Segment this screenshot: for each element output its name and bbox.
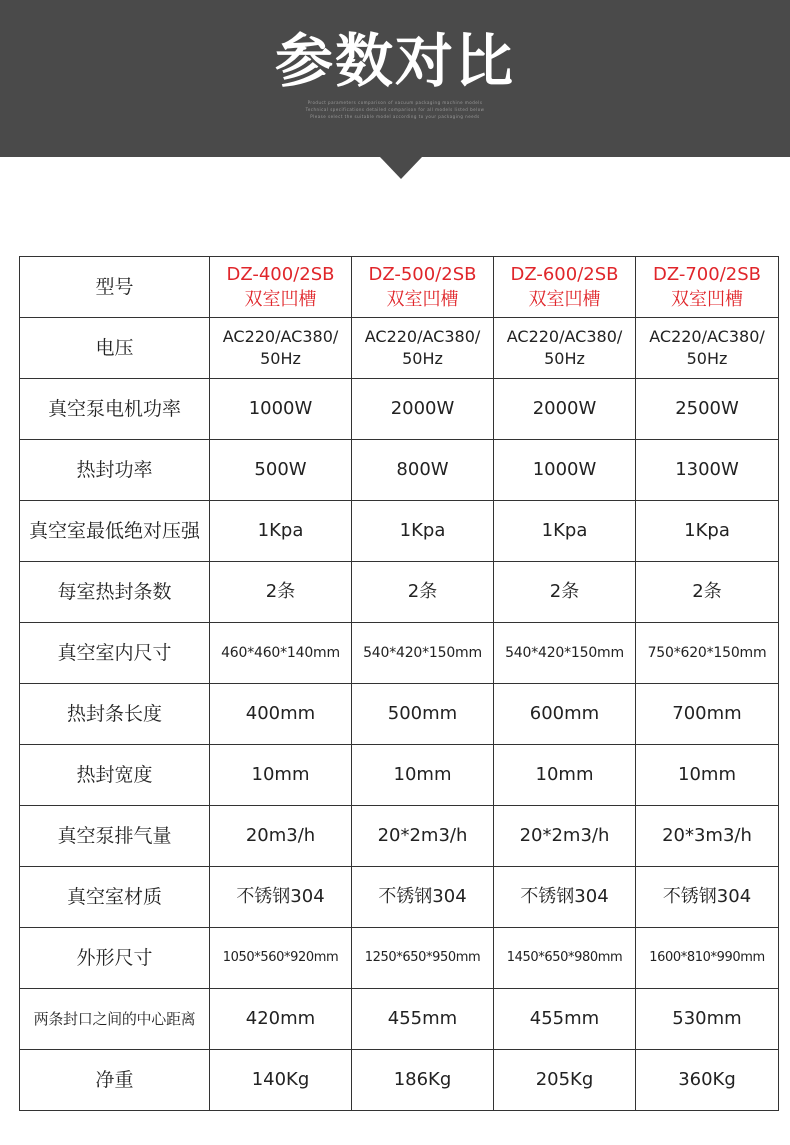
row-label: 每室热封条数 [20, 562, 210, 623]
row-label: 真空泵排气量 [20, 806, 210, 867]
table-cell: 140Kg [210, 1050, 352, 1111]
row-label: 真空室内尺寸 [20, 623, 210, 684]
table-cell: 2条 [210, 562, 352, 623]
banner-subtitle-line: Please select the suitable model according to your packaging needs [310, 114, 480, 119]
table-cell: 1Kpa [352, 501, 494, 562]
table-cell: 20m3/h [210, 806, 352, 867]
table-cell: 20*2m3/h [352, 806, 494, 867]
table-cell: 460*460*140mm [210, 623, 352, 684]
table-row-voltage [20, 318, 779, 379]
table-row [20, 1050, 779, 1111]
table-cell: 750*620*150mm [636, 623, 779, 684]
table-cell: 800W [352, 440, 494, 501]
table-row [20, 440, 779, 501]
table-cell: 20*2m3/h [494, 806, 636, 867]
table-cell: 20*3m3/h [636, 806, 779, 867]
table-cell: 10mm [636, 745, 779, 806]
table-cell: 1Kpa [494, 501, 636, 562]
row-label: 真空泵电机功率 [20, 379, 210, 440]
model-cell [636, 257, 779, 318]
table-row [20, 806, 779, 867]
table-cell: 205Kg [494, 1050, 636, 1111]
table-row-model [20, 257, 779, 318]
row-label: 真空室材质 [20, 867, 210, 928]
model-code: DZ-600/2SB [510, 264, 619, 285]
table-cell: 1000W [210, 379, 352, 440]
voltage-cell [636, 318, 779, 379]
table-cell: 530mm [636, 989, 779, 1050]
voltage-cell [210, 318, 352, 379]
banner-subtitle-line: Product parameters comparison of vacuum packaging machine models [307, 100, 483, 105]
table-cell: 1450*650*980mm [494, 928, 636, 989]
table-row [20, 867, 779, 928]
voltage-line: AC220/AC380/ [506, 327, 623, 346]
voltage-line: AC220/AC380/ [364, 327, 481, 346]
table-row [20, 379, 779, 440]
table-cell: 2500W [636, 379, 779, 440]
table-cell: 1Kpa [210, 501, 352, 562]
table-cell: 不锈钢304 [494, 867, 636, 928]
row-label: 热封功率 [20, 440, 210, 501]
table-cell: 不锈钢304 [636, 867, 779, 928]
table-cell: 540*420*150mm [494, 623, 636, 684]
page-title: 参数对比 [274, 27, 515, 95]
table-row [20, 562, 779, 623]
table-cell: 10mm [494, 745, 636, 806]
row-label: 热封宽度 [20, 745, 210, 806]
table-cell: 不锈钢304 [210, 867, 352, 928]
voltage-cell [352, 318, 494, 379]
frequency-line: 50Hz [686, 349, 728, 368]
table-row [20, 745, 779, 806]
row-label: 两条封口之间的中心距离 [20, 989, 210, 1050]
table-cell: 不锈钢304 [352, 867, 494, 928]
row-label: 热封条长度 [20, 684, 210, 745]
table-cell: 420mm [210, 989, 352, 1050]
frequency-line: 50Hz [260, 349, 301, 368]
table-cell: 10mm [352, 745, 494, 806]
table-cell: 700mm [636, 684, 779, 745]
table-cell: 1Kpa [636, 501, 779, 562]
down-arrow-icon [380, 157, 422, 179]
table-cell: 455mm [352, 989, 494, 1050]
model-cell [494, 257, 636, 318]
row-label: 外形尺寸 [20, 928, 210, 989]
table-cell: 540*420*150mm [352, 623, 494, 684]
table-cell: 1250*650*950mm [352, 928, 494, 989]
table-cell: 186Kg [352, 1050, 494, 1111]
table-cell: 1000W [494, 440, 636, 501]
spec-comparison-table [19, 256, 779, 1111]
table-cell: 2000W [494, 379, 636, 440]
table-cell: 2000W [352, 379, 494, 440]
table-cell: 10mm [210, 745, 352, 806]
model-code: DZ-400/2SB [226, 264, 335, 285]
row-label: 型号 [20, 257, 210, 318]
table-cell: 2条 [636, 562, 779, 623]
frequency-line: 50Hz [402, 349, 443, 368]
table-row [20, 684, 779, 745]
model-code: DZ-500/2SB [368, 264, 477, 285]
frequency-line: 50Hz [544, 349, 585, 368]
table-row [20, 989, 779, 1050]
banner-subtitle-line: Technical specifications detailed comparison for all models listed below [305, 107, 485, 112]
row-label: 电压 [20, 318, 210, 379]
table-row [20, 623, 779, 684]
row-label: 净重 [20, 1050, 210, 1111]
table-cell: 2条 [352, 562, 494, 623]
table-cell: 455mm [494, 989, 636, 1050]
model-cell [210, 257, 352, 318]
model-type: 双室凹槽 [386, 289, 459, 310]
table-cell: 1050*560*920mm [210, 928, 352, 989]
table-cell: 600mm [494, 684, 636, 745]
model-type: 双室凹槽 [244, 289, 317, 310]
table-cell: 1600*810*990mm [636, 928, 779, 989]
voltage-line: AC220/AC380/ [222, 327, 339, 346]
voltage-cell [494, 318, 636, 379]
model-code: DZ-700/2SB [652, 264, 762, 285]
table-row [20, 928, 779, 989]
table-row [20, 501, 779, 562]
row-label: 真空室最低绝对压强 [20, 501, 210, 562]
table-cell: 500W [210, 440, 352, 501]
header-banner [0, 0, 790, 157]
table-cell: 400mm [210, 684, 352, 745]
model-cell [352, 257, 494, 318]
table-cell: 360Kg [636, 1050, 779, 1111]
voltage-line: AC220/AC380/ [649, 327, 765, 346]
model-type: 双室凹槽 [671, 289, 743, 310]
table-cell: 500mm [352, 684, 494, 745]
model-type: 双室凹槽 [528, 289, 601, 310]
table-cell: 1300W [636, 440, 779, 501]
table-cell: 2条 [494, 562, 636, 623]
